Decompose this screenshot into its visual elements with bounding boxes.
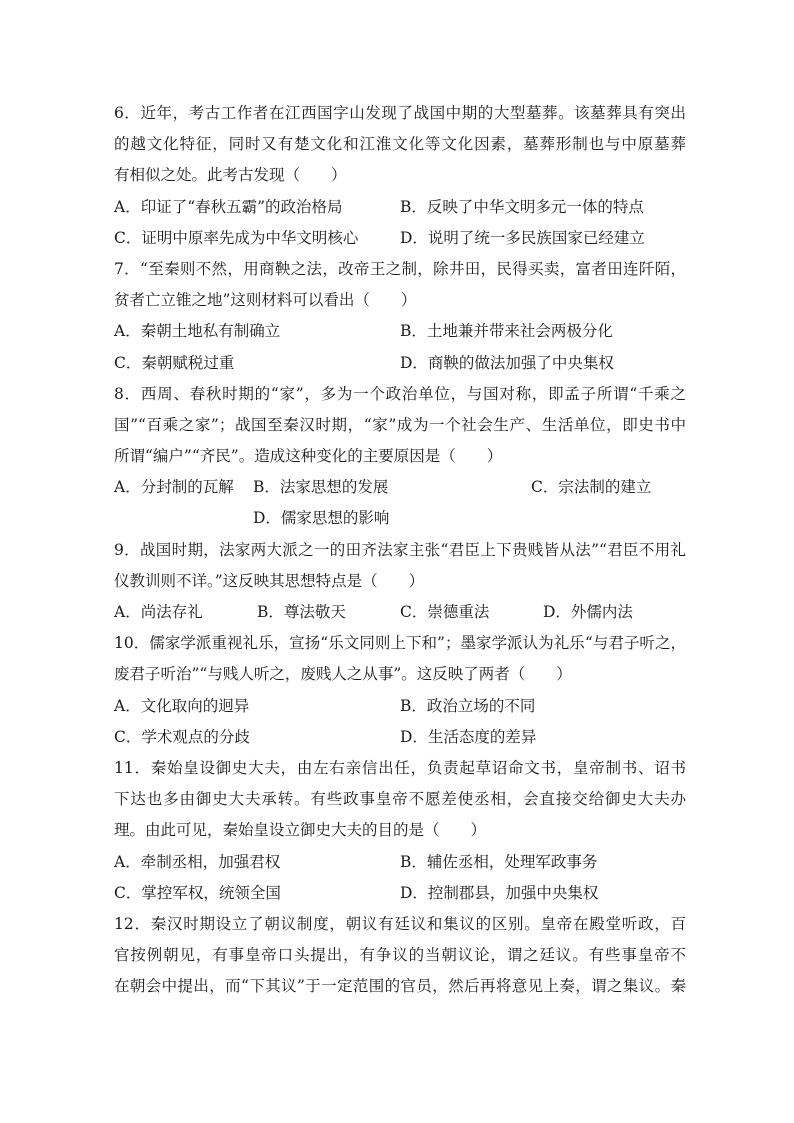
question-stem-line: 贫者亡立锥之地”这则材料可以看出（ ）: [114, 291, 417, 310]
option-d: D．商鞅的做法加强了中央集权: [400, 353, 614, 372]
option-a: A．牵制丞相，加强君权: [114, 852, 281, 871]
question-stem-line: 在朝会中提出，而“下其议”于一定范围的官员，然后再将意见上奏，谓之集议。秦: [114, 977, 686, 996]
option-row: [114, 472, 686, 503]
option-row: [114, 691, 686, 722]
question-stem-line: 官按例朝见，有事皇帝口头提出，有争议的当朝议论，谓之廷议。有些事皇帝不: [114, 946, 686, 965]
option-row: [114, 847, 686, 878]
option-b: B．政治立场的不同: [400, 696, 536, 715]
option-a: A．印证了“春秋五霸”的政治格局: [114, 197, 343, 216]
question-stem-line: 有相似之处。此考古发现（ ）: [114, 166, 347, 185]
option-row: [114, 722, 686, 753]
option-b: B．反映了中华文明多元一体的特点: [400, 197, 644, 216]
question-stem-line: 国”“百乘之家”；战国至秦汉时期，“家”成为一个社会生产、生活单位，即史书中: [114, 415, 686, 434]
option-c: C．宗法制的建立: [531, 478, 652, 497]
question-stem-line: 所谓“编户”“齐民”。造成这种变化的主要原因是（ ）: [114, 447, 503, 466]
option-row: [114, 192, 686, 223]
option-row: [114, 878, 686, 909]
option-b: B．辅佐丞相，处理军政事务: [400, 852, 598, 871]
option-row: [114, 597, 686, 628]
question-stem-line: 理。由此可见，秦始皇设立御史大夫的目的是（ ）: [114, 821, 487, 840]
question-8: [114, 379, 686, 535]
question-stem-line: 的越文化特征，同时又有楚文化和江淮文化等文化因素，墓葬形制也与中原墓葬: [114, 135, 686, 154]
question-11: [114, 753, 686, 909]
option-row: [114, 348, 686, 379]
option-a: A．文化取向的迥异: [114, 696, 250, 715]
option-d: D．外儒内法: [543, 603, 633, 621]
option-c: C．学术观点的分歧: [114, 727, 250, 746]
option-row: [114, 316, 686, 347]
question-stem-line: 废君子听治”“与贱人听之，废贱人之从事”。这反映了两者（ ）: [114, 665, 572, 684]
option-c: C．证明中原率先成为中华文明核心: [114, 228, 359, 247]
question-stem-line: 12．秦汉时期设立了朝议制度，朝议有廷议和集议的区别。皇帝在殿堂听政，百: [114, 914, 686, 933]
option-row: [114, 503, 686, 534]
option-c: C．崇德重法: [400, 603, 490, 621]
option-d: D．儒家思想的影响: [253, 509, 390, 528]
question-12: [114, 909, 686, 1003]
question-7: [114, 254, 686, 379]
option-b: B．土地兼并带来社会两极分化: [400, 322, 613, 341]
question-stem-line: 9．战国时期，法家两大派之一的田齐法家主张“君臣上下贵贱皆从法”“君臣不用礼: [114, 540, 686, 559]
question-stem-line: 下达也多由御史大夫承转。有些政事皇帝不愿差使丞相，会直接交给御史大夫办: [114, 790, 686, 809]
question-stem-line: 11．秦始皇设御史大夫，由左右亲信出任，负责起草诏命文书，皇帝制书、诏书: [114, 758, 686, 777]
question-10: [114, 628, 686, 753]
question-stem-line: 7．“至秦则不然，用商鞅之法，改帝王之制，除井田，民得买卖，富者田连阡陌，: [114, 259, 686, 278]
question-stem-line: 仪教训则不详。”这反映其思想特点是（ ）: [114, 571, 425, 590]
option-a: A．尚法存礼: [114, 603, 203, 621]
option-a: A．秦朝土地私有制确立: [114, 322, 281, 341]
question-stem-line: 10．儒家学派重视礼乐，宣扬“乐文同则上下和”；墨家学派认为礼乐“与君子听之，: [114, 634, 686, 653]
option-d: D．生活态度的差异: [400, 727, 537, 746]
option-d: D．说明了统一多民族国家已经建立: [400, 228, 645, 247]
option-c: C．掌控军权，统领全国: [114, 883, 281, 902]
question-9: [114, 535, 686, 629]
option-d: D．控制郡县，加强中央集权: [400, 883, 599, 902]
option-a: A．分封制的瓦解: [114, 478, 234, 497]
question-6: [114, 98, 686, 254]
option-b: B．法家思想的发展: [253, 478, 389, 497]
option-b: B．尊法敬天: [257, 603, 346, 621]
option-c: C．秦朝赋税过重: [114, 353, 235, 372]
question-stem-line: 8．西周、春秋时期的“家”，多为一个政治单位，与国对称，即孟子所谓“千乘之: [114, 384, 686, 403]
question-stem-line: 6．近年，考古工作者在江西国字山发现了战国中期的大型墓葬。该墓葬具有突出: [114, 104, 686, 122]
option-row: [114, 223, 686, 254]
question-list: [114, 98, 686, 1002]
